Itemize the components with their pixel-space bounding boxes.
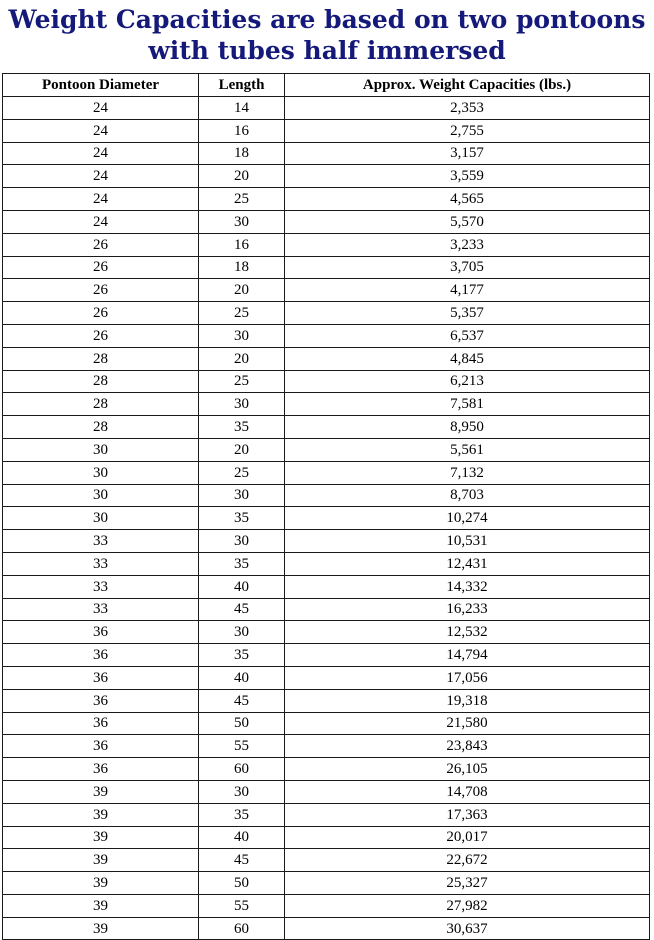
cell-pontoon-diameter: 28 (3, 370, 199, 393)
title-line-2: with tubes half immersed (148, 36, 506, 65)
table-row (3, 917, 650, 940)
cell-length: 25 (199, 302, 285, 325)
table-row (3, 575, 650, 598)
cell-weight-capacity: 3,157 (285, 142, 650, 165)
cell-pontoon-diameter: 26 (3, 279, 199, 302)
cell-weight-capacity: 16,233 (285, 598, 650, 621)
cell-pontoon-diameter: 24 (3, 119, 199, 142)
cell-pontoon-diameter: 33 (3, 552, 199, 575)
cell-weight-capacity: 7,581 (285, 393, 650, 416)
cell-weight-capacity: 4,845 (285, 347, 650, 370)
cell-length: 35 (199, 644, 285, 667)
table-row (3, 507, 650, 530)
cell-length: 20 (199, 438, 285, 461)
cell-weight-capacity: 2,755 (285, 119, 650, 142)
cell-length: 20 (199, 347, 285, 370)
cell-length: 35 (199, 803, 285, 826)
cell-pontoon-diameter: 24 (3, 142, 199, 165)
cell-pontoon-diameter: 30 (3, 461, 199, 484)
table-row (3, 644, 650, 667)
cell-length: 45 (199, 849, 285, 872)
table-row (3, 735, 650, 758)
table-body (3, 97, 650, 940)
cell-weight-capacity: 25,327 (285, 872, 650, 895)
table-row (3, 666, 650, 689)
cell-pontoon-diameter: 28 (3, 347, 199, 370)
table-row (3, 461, 650, 484)
table-row (3, 393, 650, 416)
header-weight-capacity: Approx. Weight Capacities (lbs.) (285, 74, 650, 97)
cell-length: 55 (199, 894, 285, 917)
table-row (3, 97, 650, 120)
cell-pontoon-diameter: 39 (3, 780, 199, 803)
cell-length: 35 (199, 552, 285, 575)
cell-pontoon-diameter: 39 (3, 872, 199, 895)
cell-length: 20 (199, 279, 285, 302)
cell-length: 25 (199, 461, 285, 484)
cell-length: 30 (199, 484, 285, 507)
cell-pontoon-diameter: 33 (3, 530, 199, 553)
table-row (3, 621, 650, 644)
cell-weight-capacity: 12,532 (285, 621, 650, 644)
cell-length: 16 (199, 233, 285, 256)
cell-pontoon-diameter: 30 (3, 484, 199, 507)
table-row (3, 712, 650, 735)
table-row (3, 324, 650, 347)
table-row (3, 530, 650, 553)
cell-length: 14 (199, 97, 285, 120)
cell-pontoon-diameter: 39 (3, 803, 199, 826)
cell-weight-capacity: 22,672 (285, 849, 650, 872)
cell-weight-capacity: 26,105 (285, 758, 650, 781)
cell-pontoon-diameter: 36 (3, 712, 199, 735)
cell-length: 35 (199, 416, 285, 439)
header-pontoon-diameter: Pontoon Diameter (3, 74, 199, 97)
cell-length: 16 (199, 119, 285, 142)
table-row (3, 598, 650, 621)
cell-weight-capacity: 8,950 (285, 416, 650, 439)
table-row (3, 165, 650, 188)
cell-pontoon-diameter: 26 (3, 324, 199, 347)
cell-length: 30 (199, 393, 285, 416)
cell-weight-capacity: 4,565 (285, 188, 650, 211)
weight-capacity-table (2, 73, 650, 940)
cell-length: 50 (199, 872, 285, 895)
table-row (3, 370, 650, 393)
cell-length: 45 (199, 689, 285, 712)
cell-pontoon-diameter: 39 (3, 849, 199, 872)
cell-length: 60 (199, 917, 285, 940)
table-row (3, 416, 650, 439)
cell-pontoon-diameter: 24 (3, 210, 199, 233)
cell-length: 25 (199, 370, 285, 393)
cell-weight-capacity: 30,637 (285, 917, 650, 940)
cell-weight-capacity: 4,177 (285, 279, 650, 302)
cell-weight-capacity: 10,531 (285, 530, 650, 553)
table-row (3, 119, 650, 142)
cell-pontoon-diameter: 36 (3, 735, 199, 758)
table-row (3, 758, 650, 781)
cell-length: 20 (199, 165, 285, 188)
table-row (3, 872, 650, 895)
cell-length: 18 (199, 256, 285, 279)
cell-weight-capacity: 14,332 (285, 575, 650, 598)
title-line-1: Weight Capacities are based on two pontoons (8, 5, 646, 34)
cell-length: 30 (199, 621, 285, 644)
table-row (3, 302, 650, 325)
table-row (3, 894, 650, 917)
cell-pontoon-diameter: 39 (3, 826, 199, 849)
cell-weight-capacity: 5,561 (285, 438, 650, 461)
cell-pontoon-diameter: 39 (3, 917, 199, 940)
cell-weight-capacity: 2,353 (285, 97, 650, 120)
cell-pontoon-diameter: 30 (3, 507, 199, 530)
cell-weight-capacity: 5,357 (285, 302, 650, 325)
cell-length: 55 (199, 735, 285, 758)
cell-weight-capacity: 20,017 (285, 826, 650, 849)
cell-weight-capacity: 21,580 (285, 712, 650, 735)
cell-pontoon-diameter: 33 (3, 575, 199, 598)
cell-length: 40 (199, 826, 285, 849)
cell-length: 35 (199, 507, 285, 530)
cell-weight-capacity: 10,274 (285, 507, 650, 530)
cell-length: 30 (199, 210, 285, 233)
cell-weight-capacity: 6,537 (285, 324, 650, 347)
header-length: Length (199, 74, 285, 97)
cell-pontoon-diameter: 39 (3, 894, 199, 917)
cell-weight-capacity: 17,056 (285, 666, 650, 689)
table-row (3, 826, 650, 849)
cell-weight-capacity: 12,431 (285, 552, 650, 575)
table-row (3, 689, 650, 712)
table-row (3, 188, 650, 211)
cell-pontoon-diameter: 36 (3, 644, 199, 667)
cell-weight-capacity: 3,233 (285, 233, 650, 256)
cell-weight-capacity: 19,318 (285, 689, 650, 712)
table-row (3, 347, 650, 370)
cell-pontoon-diameter: 24 (3, 188, 199, 211)
cell-weight-capacity: 5,570 (285, 210, 650, 233)
cell-weight-capacity: 23,843 (285, 735, 650, 758)
table-row (3, 142, 650, 165)
cell-weight-capacity: 7,132 (285, 461, 650, 484)
table-row (3, 210, 650, 233)
cell-pontoon-diameter: 36 (3, 689, 199, 712)
cell-length: 30 (199, 324, 285, 347)
cell-weight-capacity: 6,213 (285, 370, 650, 393)
cell-pontoon-diameter: 28 (3, 393, 199, 416)
table-row (3, 484, 650, 507)
cell-length: 50 (199, 712, 285, 735)
cell-length: 60 (199, 758, 285, 781)
cell-length: 30 (199, 780, 285, 803)
cell-pontoon-diameter: 36 (3, 621, 199, 644)
cell-pontoon-diameter: 30 (3, 438, 199, 461)
cell-pontoon-diameter: 26 (3, 302, 199, 325)
table-row (3, 256, 650, 279)
cell-pontoon-diameter: 36 (3, 666, 199, 689)
cell-weight-capacity: 14,708 (285, 780, 650, 803)
table-row (3, 233, 650, 256)
cell-length: 25 (199, 188, 285, 211)
cell-weight-capacity: 17,363 (285, 803, 650, 826)
cell-weight-capacity: 3,559 (285, 165, 650, 188)
table-header-row (3, 74, 650, 97)
page-title (0, 4, 654, 66)
cell-length: 45 (199, 598, 285, 621)
table-row (3, 552, 650, 575)
table-row (3, 803, 650, 826)
cell-weight-capacity: 8,703 (285, 484, 650, 507)
cell-pontoon-diameter: 24 (3, 97, 199, 120)
table-row (3, 279, 650, 302)
cell-length: 40 (199, 575, 285, 598)
cell-pontoon-diameter: 26 (3, 256, 199, 279)
cell-pontoon-diameter: 28 (3, 416, 199, 439)
cell-pontoon-diameter: 26 (3, 233, 199, 256)
cell-weight-capacity: 14,794 (285, 644, 650, 667)
cell-pontoon-diameter: 36 (3, 758, 199, 781)
table-row (3, 780, 650, 803)
table-row (3, 438, 650, 461)
cell-weight-capacity: 3,705 (285, 256, 650, 279)
cell-pontoon-diameter: 24 (3, 165, 199, 188)
cell-length: 18 (199, 142, 285, 165)
cell-length: 30 (199, 530, 285, 553)
table-row (3, 849, 650, 872)
cell-pontoon-diameter: 33 (3, 598, 199, 621)
cell-weight-capacity: 27,982 (285, 894, 650, 917)
cell-length: 40 (199, 666, 285, 689)
